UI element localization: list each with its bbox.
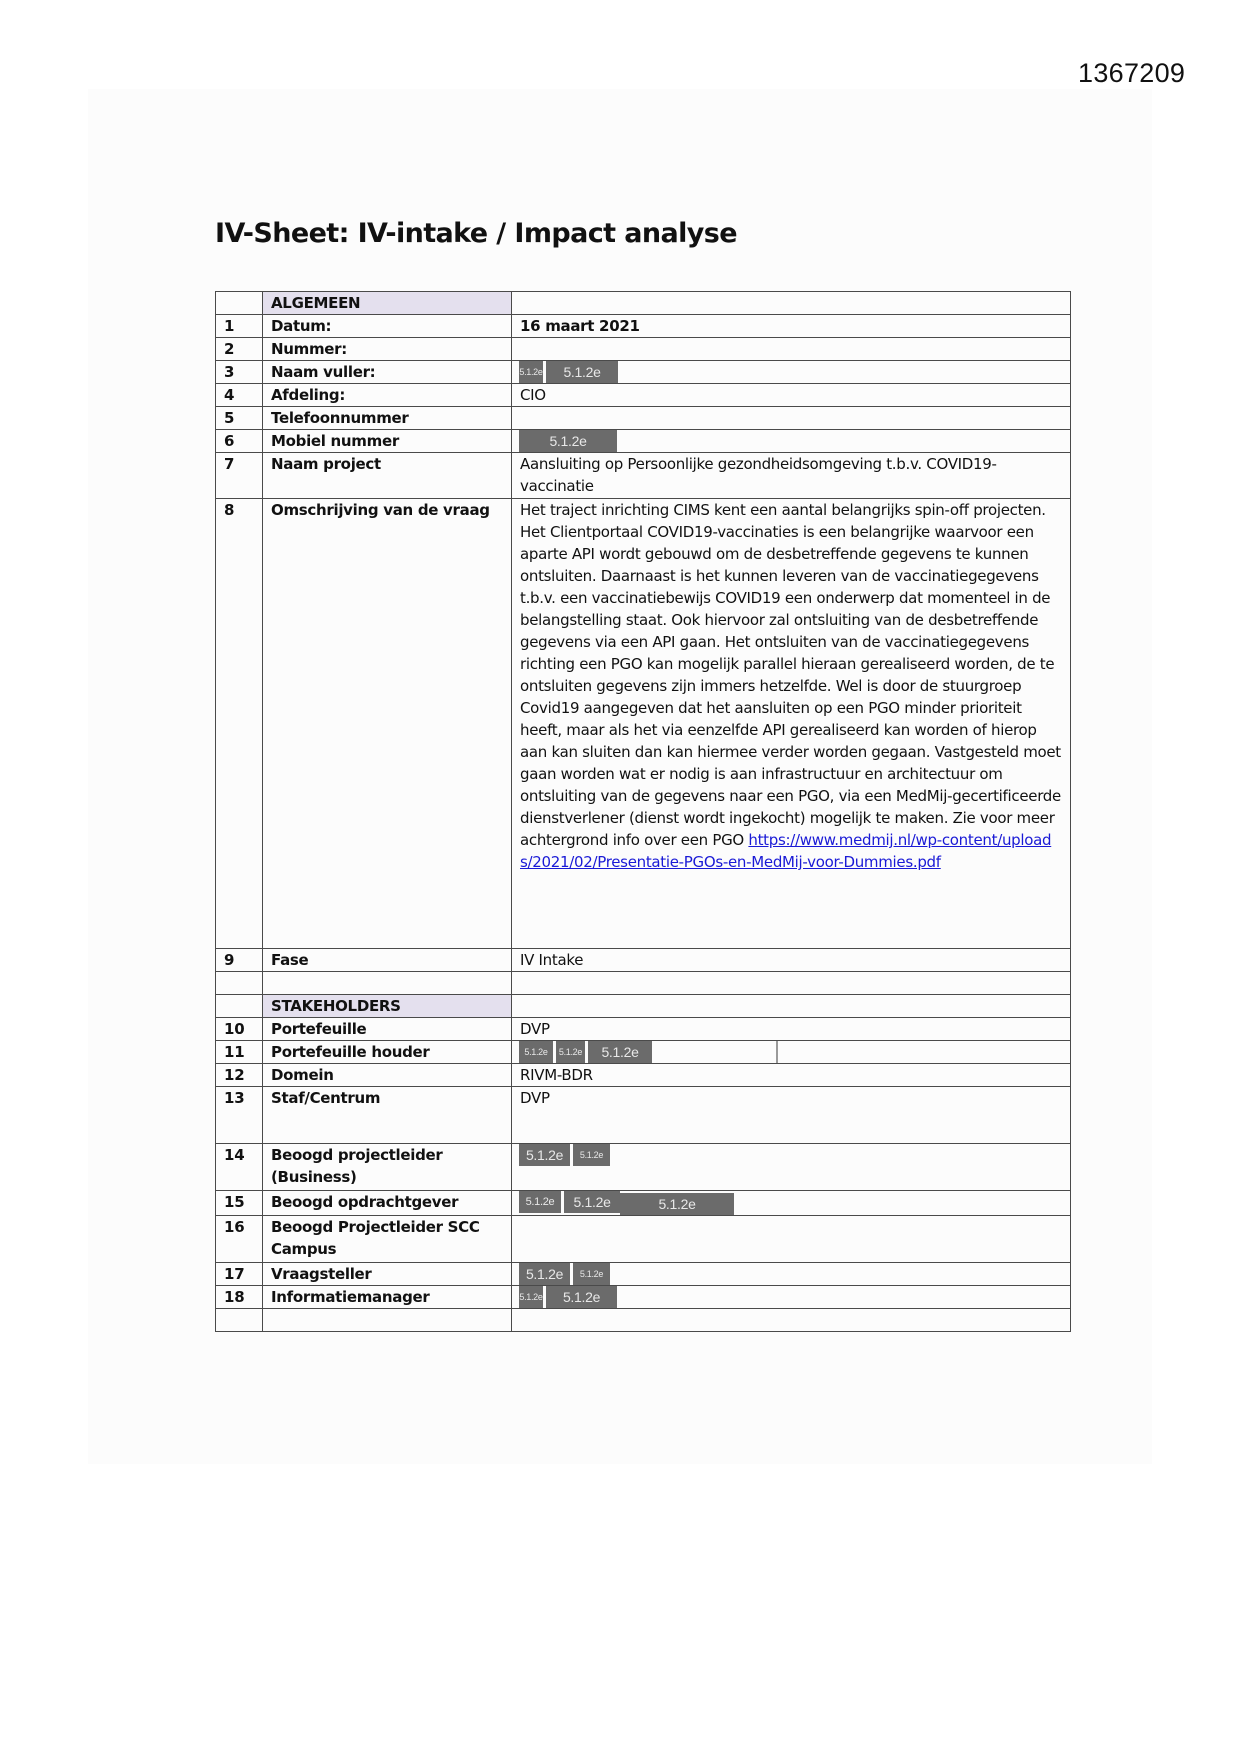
row-label: Beoogd opdrachtgever: [263, 1191, 512, 1216]
row-number: 14: [216, 1144, 263, 1191]
project-name-value: Aansluiting op Persoonlijke gezondheidsomgeving t.b.v. COVID19-vaccinatie: [512, 453, 1071, 499]
empty-cell: [512, 1309, 1071, 1332]
redaction-block: 5.1.2e: [573, 1144, 610, 1166]
domain-value: RIVM-BDR: [512, 1064, 1071, 1087]
row-label: Nummer:: [263, 338, 512, 361]
row-label: Staf/Centrum: [263, 1087, 512, 1144]
table-row: [216, 1064, 1071, 1087]
row-number: 4: [216, 384, 263, 407]
table-row: [216, 1018, 1071, 1041]
row-number: 2: [216, 338, 263, 361]
row-number: 18: [216, 1286, 263, 1309]
empty-cell: [216, 972, 263, 995]
row-number: 13: [216, 1087, 263, 1144]
medmij-link[interactable]: https://www.medmij.nl/wp-content/uploads/2021/02/Presentatie-PGOs-en-MedMij-voor-Dummies.pdf: [520, 831, 1052, 871]
row-label: Domein: [263, 1064, 512, 1087]
redaction-block: 5.1.2e: [519, 1041, 553, 1063]
row-label: Portefeuille houder: [263, 1041, 512, 1064]
section-header-general: ALGEMEEN: [263, 292, 512, 315]
table-row: [216, 1216, 1071, 1263]
phone-value: [512, 407, 1071, 430]
row-label: Beoogd projectleider (Business): [263, 1144, 512, 1191]
mobile-value: [512, 430, 1071, 453]
table-row: [216, 499, 1071, 949]
section-header-row: [216, 995, 1071, 1018]
empty-cell: [263, 1309, 512, 1332]
filler-name-value: [512, 361, 1071, 384]
redaction-block: 5.1.2e: [519, 1191, 561, 1213]
blank-row: [216, 972, 1071, 995]
table-row: [216, 361, 1071, 384]
document-number: 1367209: [1078, 58, 1186, 88]
row-label: Vraagsteller: [263, 1263, 512, 1286]
row-label: Datum:: [263, 315, 512, 338]
row-number: 9: [216, 949, 263, 972]
table-row: [216, 1263, 1071, 1286]
row-number: 16: [216, 1216, 263, 1263]
scc-project-lead-value: [512, 1216, 1071, 1263]
row-value: [512, 292, 1071, 315]
department-value: CIO: [512, 384, 1071, 407]
project-lead-business-value: [512, 1144, 1071, 1191]
empty-cell: [263, 972, 512, 995]
portfolio-value: DVP: [512, 1018, 1071, 1041]
empty-cell: [512, 972, 1071, 995]
table-row: [216, 407, 1071, 430]
redaction-block: 5.1.2e: [620, 1193, 734, 1215]
information-manager-value: [512, 1286, 1071, 1309]
row-number: 10: [216, 1018, 263, 1041]
redaction-block: 5.1.2e: [519, 1286, 543, 1308]
table-row: [216, 430, 1071, 453]
row-number: 8: [216, 499, 263, 949]
row-label: Omschrijving van de vraag: [263, 499, 512, 949]
table-row: [216, 1191, 1071, 1216]
redaction-block: 5.1.2e: [519, 1144, 570, 1166]
requester-value: [512, 1263, 1071, 1286]
intended-client-value: [512, 1191, 1071, 1216]
row-number: 17: [216, 1263, 263, 1286]
row-label: Naam project: [263, 453, 512, 499]
portfolio-holder-value: [512, 1041, 1071, 1064]
redaction-block: 5.1.2e: [519, 361, 543, 383]
document-title: IV-Sheet: IV-intake / Impact analyse: [215, 218, 737, 249]
row-number: 6: [216, 430, 263, 453]
row-label: Naam vuller:: [263, 361, 512, 384]
row-label: Fase: [263, 949, 512, 972]
redaction-block: 5.1.2e: [546, 1286, 617, 1308]
date-value: 16 maart 2021: [512, 315, 1071, 338]
row-number: 5: [216, 407, 263, 430]
row-number: 7: [216, 453, 263, 499]
table-row: [216, 949, 1071, 972]
row-label: Afdeling:: [263, 384, 512, 407]
description-text: Het traject inrichting CIMS kent een aantal belangrijks spin-off projecten. Het Clientportaal COVID19-vaccinaties is een belangrijke waarvoor een aparte API wordt gebouwd om de desbetreffende gegevens te kunnen ontsluiten. Daarnaast is het kunnen leveren van de vaccinatiegegevens t.b.v. een vaccinatiebewijs COVID19 een onderwerp dat momenteel in de belangstelling staat. Ook hiervoor zal ontsluiting van de desbetreffende gegevens via een API gaan. Het ontsluiten van de vaccinatiegegevens richting een PGO kan mogelijk parallel hieraan gerealiseerd worden, de te ontsluiten gegevens zijn immers hetzelfde. Wel is door de stuurgroep Covid19 aangegeven dat het aansluiten op een PGO minder prioriteit heeft, maar als het via eenzelfde API gerealiseerd kan worden of hierop aan kan sluiten dan kan hiermee verder worden gegaan. Vastgesteld moet gaan worden wat er nodig is aan infrastructuur en architectuur om ontsluiting van de gegevens naar een PGO, via een MedMij-gecertificeerde dienstverlener (dienst wordt ingekocht) mogelijk te maken. Zie voor meer achtergrond info over een PGO: [520, 501, 1061, 849]
cell-divider: [776, 1041, 778, 1063]
staff-center-value: DVP: [512, 1087, 1071, 1144]
question-description: [512, 499, 1071, 949]
row-label: Informatiemanager: [263, 1286, 512, 1309]
redaction-block: 5.1.2e: [519, 430, 617, 452]
number-value: [512, 338, 1071, 361]
table-row: [216, 1286, 1071, 1309]
row-number: [216, 292, 263, 315]
iv-sheet-table: [215, 291, 1071, 1332]
row-number: 12: [216, 1064, 263, 1087]
table-row: [216, 1041, 1071, 1064]
redaction-block: 5.1.2e: [546, 361, 618, 383]
row-number: 11: [216, 1041, 263, 1064]
section-header-row: [216, 292, 1071, 315]
row-label: Portefeuille: [263, 1018, 512, 1041]
row-label: Telefoonnummer: [263, 407, 512, 430]
table-row: [216, 315, 1071, 338]
blank-row: [216, 1309, 1071, 1332]
table-row: [216, 384, 1071, 407]
row-value: [512, 995, 1071, 1018]
redaction-block: 5.1.2e: [556, 1041, 585, 1063]
redaction-block: 5.1.2e: [588, 1041, 652, 1063]
redaction-block: 5.1.2e: [564, 1191, 620, 1213]
phase-value: IV Intake: [512, 949, 1071, 972]
table-row: [216, 1144, 1071, 1191]
table-row: [216, 453, 1071, 499]
table-row: [216, 338, 1071, 361]
redaction-block: 5.1.2e: [573, 1263, 610, 1285]
table-row: [216, 1087, 1071, 1144]
section-header-stakeholders: STAKEHOLDERS: [263, 995, 512, 1018]
row-number: [216, 995, 263, 1018]
row-number: 15: [216, 1191, 263, 1216]
row-number: 3: [216, 361, 263, 384]
redaction-block: 5.1.2e: [519, 1263, 570, 1285]
row-number: 1: [216, 315, 263, 338]
row-label: Beoogd Projectleider SCC Campus: [263, 1216, 512, 1263]
row-label: Mobiel nummer: [263, 430, 512, 453]
empty-cell: [216, 1309, 263, 1332]
